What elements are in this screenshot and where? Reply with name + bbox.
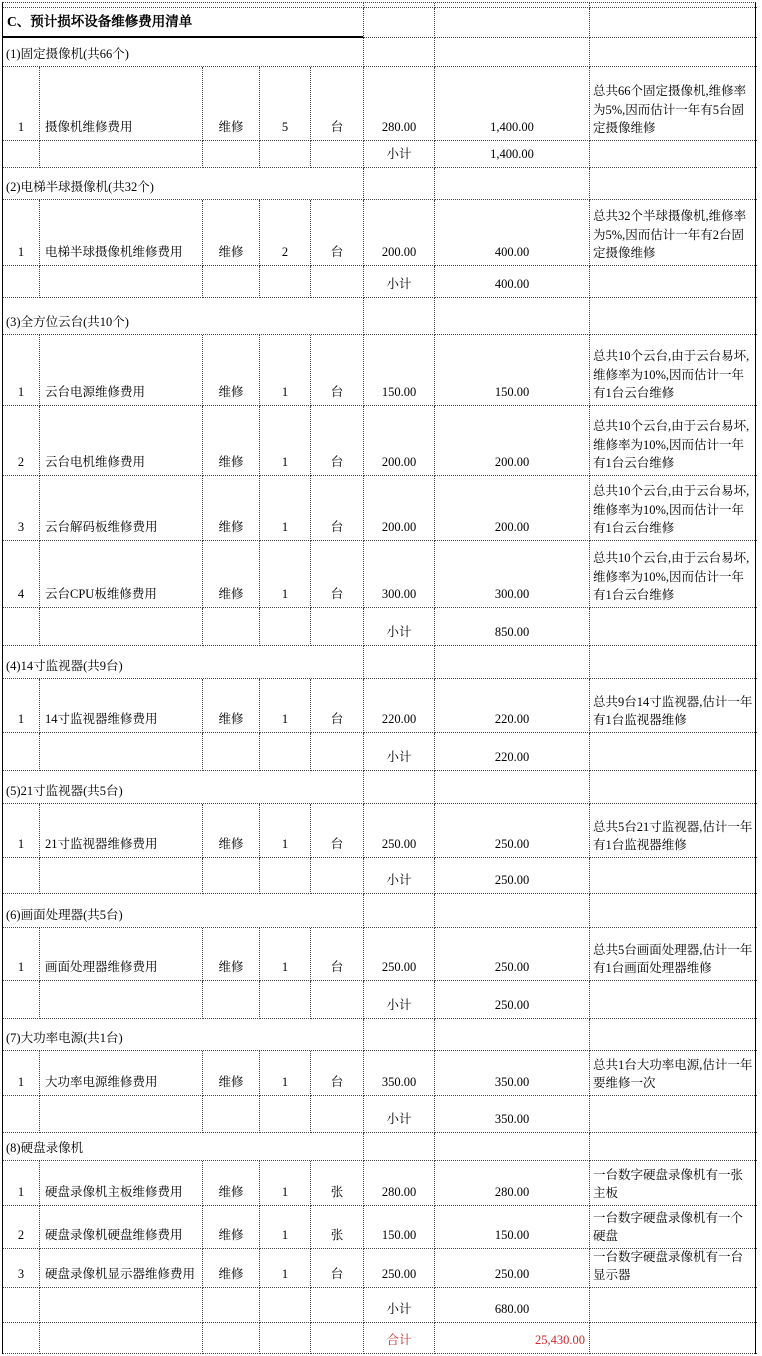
empty-cell	[311, 981, 364, 1019]
empty-cell	[3, 1096, 40, 1133]
quantity-cell: 1	[260, 541, 311, 608]
empty-cell	[590, 298, 757, 335]
subtotal-label-cell: 小计	[364, 141, 435, 168]
empty-cell	[311, 1323, 364, 1354]
empty-cell	[435, 1133, 590, 1161]
amount-cell: 200.00	[435, 406, 590, 476]
empty-cell	[203, 858, 260, 894]
empty-cell	[435, 771, 590, 804]
note-cell: 总共9台14寸监视器,估计一年有1台监视器维修	[590, 679, 757, 733]
amount-cell: 220.00	[435, 679, 590, 733]
empty-cell	[590, 1133, 757, 1161]
repair-type-cell: 维修	[203, 1206, 260, 1249]
item-name-cell: 云台电机维修费用	[40, 406, 203, 476]
unit-price-cell: 150.00	[364, 1206, 435, 1249]
quantity-cell: 1	[260, 928, 311, 981]
amount-cell: 150.00	[435, 1206, 590, 1249]
row-number-cell: 1	[3, 1161, 40, 1206]
repair-type-cell: 维修	[203, 335, 260, 406]
amount-cell: 400.00	[435, 200, 590, 266]
quantity-cell: 1	[260, 679, 311, 733]
item-name-cell: 云台解码板维修费用	[40, 476, 203, 541]
empty-cell	[311, 266, 364, 298]
unit-cell: 台	[311, 67, 364, 141]
empty-cell	[260, 1323, 311, 1354]
subtotal-amount-cell: 250.00	[435, 981, 590, 1019]
page-title: C、预计损坏设备维修费用清单	[3, 8, 364, 38]
unit-price-cell: 250.00	[364, 804, 435, 858]
quantity-cell: 1	[260, 1161, 311, 1206]
unit-cell: 台	[311, 335, 364, 406]
unit-cell: 台	[311, 200, 364, 266]
empty-cell	[590, 608, 757, 646]
unit-price-cell: 220.00	[364, 679, 435, 733]
unit-cell: 台	[311, 541, 364, 608]
unit-cell: 台	[311, 928, 364, 981]
empty-cell	[364, 1133, 435, 1161]
unit-price-cell: 280.00	[364, 1161, 435, 1206]
subtotal-label-cell: 小计	[364, 733, 435, 771]
empty-cell	[590, 266, 757, 298]
repair-type-cell: 维修	[203, 200, 260, 266]
empty-cell	[203, 1096, 260, 1133]
amount-cell: 200.00	[435, 476, 590, 541]
empty-cell	[40, 981, 203, 1019]
empty-cell	[203, 1288, 260, 1323]
empty-cell	[203, 608, 260, 646]
empty-cell	[364, 298, 435, 335]
empty-cell	[40, 1288, 203, 1323]
subtotal-label-cell: 小计	[364, 608, 435, 646]
empty-cell	[3, 858, 40, 894]
empty-cell	[590, 1019, 757, 1051]
empty-cell	[260, 266, 311, 298]
empty-cell	[435, 8, 590, 38]
subtotal-amount-cell: 250.00	[435, 858, 590, 894]
section-heading: (8)硬盘录像机	[3, 1133, 364, 1161]
empty-cell	[435, 168, 590, 200]
empty-cell	[40, 266, 203, 298]
item-name-cell: 云台CPU板维修费用	[40, 541, 203, 608]
empty-cell	[435, 894, 590, 928]
row-number-cell: 1	[3, 928, 40, 981]
quantity-cell: 1	[260, 804, 311, 858]
note-cell: 一台数字硬盘录像机有一个硬盘	[590, 1206, 757, 1249]
empty-cell	[3, 733, 40, 771]
amount-cell: 150.00	[435, 335, 590, 406]
empty-cell	[364, 1019, 435, 1051]
empty-cell	[3, 141, 40, 168]
row-number-cell: 1	[3, 200, 40, 266]
repair-type-cell: 维修	[203, 541, 260, 608]
item-name-cell: 硬盘录像机显示器维修费用	[40, 1249, 203, 1288]
empty-cell	[364, 8, 435, 38]
unit-price-cell: 300.00	[364, 541, 435, 608]
section-heading: (1)固定摄像机(共66个)	[3, 38, 364, 67]
empty-cell	[364, 894, 435, 928]
empty-cell	[311, 1288, 364, 1323]
note-cell: 总共32个半球摄像机,维修率为5%,因而估计一年有2台固定摄像维修	[590, 200, 757, 266]
item-name-cell: 电梯半球摄像机维修费用	[40, 200, 203, 266]
section-heading: (2)电梯半球摄像机(共32个)	[3, 168, 364, 200]
empty-cell	[203, 733, 260, 771]
item-name-cell: 14寸监视器维修费用	[40, 679, 203, 733]
empty-cell	[590, 858, 757, 894]
empty-cell	[260, 1096, 311, 1133]
empty-cell	[364, 646, 435, 679]
amount-cell: 300.00	[435, 541, 590, 608]
empty-cell	[590, 981, 757, 1019]
empty-cell	[40, 858, 203, 894]
empty-cell	[260, 1288, 311, 1323]
quantity-cell: 2	[260, 200, 311, 266]
empty-cell	[203, 141, 260, 168]
repair-type-cell: 维修	[203, 476, 260, 541]
unit-cell: 台	[311, 1051, 364, 1096]
repair-type-cell: 维修	[203, 679, 260, 733]
amount-cell: 350.00	[435, 1051, 590, 1096]
note-cell: 总共10个云台,由于云台易坏,维修率为10%,因而估计一年有1台云台维修	[590, 406, 757, 476]
empty-cell	[3, 1288, 40, 1323]
repair-type-cell: 维修	[203, 1161, 260, 1206]
quantity-cell: 1	[260, 1051, 311, 1096]
unit-price-cell: 150.00	[364, 335, 435, 406]
empty-cell	[311, 1096, 364, 1133]
empty-cell	[203, 981, 260, 1019]
empty-cell	[590, 141, 757, 168]
quantity-cell: 5	[260, 67, 311, 141]
quantity-cell: 1	[260, 476, 311, 541]
section-heading: (5)21寸监视器(共5台)	[3, 771, 364, 804]
empty-cell	[311, 858, 364, 894]
empty-cell	[260, 141, 311, 168]
item-name-cell: 画面处理器维修费用	[40, 928, 203, 981]
empty-cell	[40, 1323, 203, 1354]
empty-cell	[590, 38, 757, 67]
subtotal-label-cell: 小计	[364, 1288, 435, 1323]
subtotal-amount-cell: 400.00	[435, 266, 590, 298]
quantity-cell: 1	[260, 1206, 311, 1249]
unit-price-cell: 250.00	[364, 928, 435, 981]
item-name-cell: 摄像机维修费用	[40, 67, 203, 141]
empty-cell	[3, 266, 40, 298]
subtotal-amount-cell: 220.00	[435, 733, 590, 771]
row-number-cell: 1	[3, 679, 40, 733]
note-cell: 总共1台大功率电源,估计一年要维修一次	[590, 1051, 757, 1096]
section-heading: (7)大功率电源(共1台)	[3, 1019, 364, 1051]
empty-cell	[311, 608, 364, 646]
unit-cell: 台	[311, 1249, 364, 1288]
amount-cell: 250.00	[435, 804, 590, 858]
repair-type-cell: 维修	[203, 67, 260, 141]
unit-price-cell: 280.00	[364, 67, 435, 141]
unit-cell: 台	[311, 476, 364, 541]
empty-cell	[40, 141, 203, 168]
section-heading: (6)画面处理器(共5台)	[3, 894, 364, 928]
note-cell: 总共5台画面处理器,估计一年有1台画面处理器维修	[590, 928, 757, 981]
note-cell: 总共66个固定摄像机,维修率为5%,因而估计一年有5台固定摄像维修	[590, 67, 757, 141]
empty-cell	[364, 38, 435, 67]
empty-cell	[590, 1288, 757, 1323]
empty-cell	[3, 608, 40, 646]
empty-cell	[590, 771, 757, 804]
row-number-cell: 2	[3, 1206, 40, 1249]
empty-cell	[40, 733, 203, 771]
empty-cell	[40, 608, 203, 646]
unit-cell: 台	[311, 406, 364, 476]
repair-type-cell: 维修	[203, 1249, 260, 1288]
item-name-cell: 21寸监视器维修费用	[40, 804, 203, 858]
empty-cell	[364, 771, 435, 804]
empty-cell	[435, 38, 590, 67]
item-name-cell: 云台电源维修费用	[40, 335, 203, 406]
empty-cell	[590, 1096, 757, 1133]
empty-cell	[435, 298, 590, 335]
repair-type-cell: 维修	[203, 406, 260, 476]
item-name-cell: 硬盘录像机硬盘维修费用	[40, 1206, 203, 1249]
row-number-cell: 3	[3, 1249, 40, 1288]
empty-cell	[590, 168, 757, 200]
unit-price-cell: 250.00	[364, 1249, 435, 1288]
empty-cell	[40, 1096, 203, 1133]
amount-cell: 280.00	[435, 1161, 590, 1206]
subtotal-label-cell: 小计	[364, 1096, 435, 1133]
subtotal-label-cell: 小计	[364, 858, 435, 894]
empty-cell	[203, 266, 260, 298]
row-number-cell: 1	[3, 335, 40, 406]
unit-cell: 张	[311, 1161, 364, 1206]
section-heading: (4)14寸监视器(共9台)	[3, 646, 364, 679]
empty-cell	[203, 1323, 260, 1354]
unit-cell: 台	[311, 679, 364, 733]
note-cell: 总共10个云台,由于云台易坏,维修率为10%,因而估计一年有1台云台维修	[590, 335, 757, 406]
item-name-cell: 大功率电源维修费用	[40, 1051, 203, 1096]
empty-cell	[435, 1019, 590, 1051]
row-number-cell: 4	[3, 541, 40, 608]
repair-type-cell: 维修	[203, 928, 260, 981]
empty-cell	[260, 858, 311, 894]
subtotal-amount-cell: 350.00	[435, 1096, 590, 1133]
repair-type-cell: 维修	[203, 1051, 260, 1096]
empty-cell	[590, 733, 757, 771]
amount-cell: 250.00	[435, 1249, 590, 1288]
quantity-cell: 1	[260, 1249, 311, 1288]
unit-cell: 张	[311, 1206, 364, 1249]
row-number-cell: 1	[3, 804, 40, 858]
row-number-cell: 1	[3, 67, 40, 141]
empty-cell	[260, 608, 311, 646]
total-label-cell: 合计	[364, 1323, 435, 1354]
empty-cell	[260, 981, 311, 1019]
quantity-cell: 1	[260, 335, 311, 406]
empty-cell	[364, 168, 435, 200]
row-number-cell: 3	[3, 476, 40, 541]
empty-cell	[590, 1323, 757, 1354]
subtotal-label-cell: 小计	[364, 266, 435, 298]
empty-cell	[590, 894, 757, 928]
total-amount-cell: 25,430.00	[435, 1323, 590, 1354]
note-cell: 总共10个云台,由于云台易坏,维修率为10%,因而估计一年有1台云台维修	[590, 541, 757, 608]
empty-cell	[311, 733, 364, 771]
note-cell: 一台数字硬盘录像机有一张主板	[590, 1161, 757, 1206]
unit-price-cell: 200.00	[364, 406, 435, 476]
note-cell: 总共10个云台,由于云台易坏,维修率为10%,因而估计一年有1台云台维修	[590, 476, 757, 541]
row-number-cell: 1	[3, 1051, 40, 1096]
unit-cell: 台	[311, 804, 364, 858]
repair-cost-table	[2, 2, 756, 1354]
subtotal-amount-cell: 850.00	[435, 608, 590, 646]
unit-price-cell: 350.00	[364, 1051, 435, 1096]
quantity-cell: 1	[260, 406, 311, 476]
unit-price-cell: 200.00	[364, 200, 435, 266]
repair-type-cell: 维修	[203, 804, 260, 858]
section-heading: (3)全方位云台(共10个)	[3, 298, 364, 335]
empty-cell	[3, 1323, 40, 1354]
note-cell: 总共5台21寸监视器,估计一年有1台监视器维修	[590, 804, 757, 858]
subtotal-amount-cell: 1,400.00	[435, 141, 590, 168]
note-cell: 一台数字硬盘录像机有一台显示器	[590, 1249, 757, 1288]
item-name-cell: 硬盘录像机主板维修费用	[40, 1161, 203, 1206]
row-number-cell: 2	[3, 406, 40, 476]
empty-cell	[435, 646, 590, 679]
empty-cell	[311, 141, 364, 168]
unit-price-cell: 200.00	[364, 476, 435, 541]
amount-cell: 250.00	[435, 928, 590, 981]
amount-cell: 1,400.00	[435, 67, 590, 141]
empty-cell	[590, 8, 757, 38]
empty-cell	[3, 981, 40, 1019]
empty-cell	[260, 733, 311, 771]
subtotal-label-cell: 小计	[364, 981, 435, 1019]
empty-cell	[590, 646, 757, 679]
subtotal-amount-cell: 680.00	[435, 1288, 590, 1323]
